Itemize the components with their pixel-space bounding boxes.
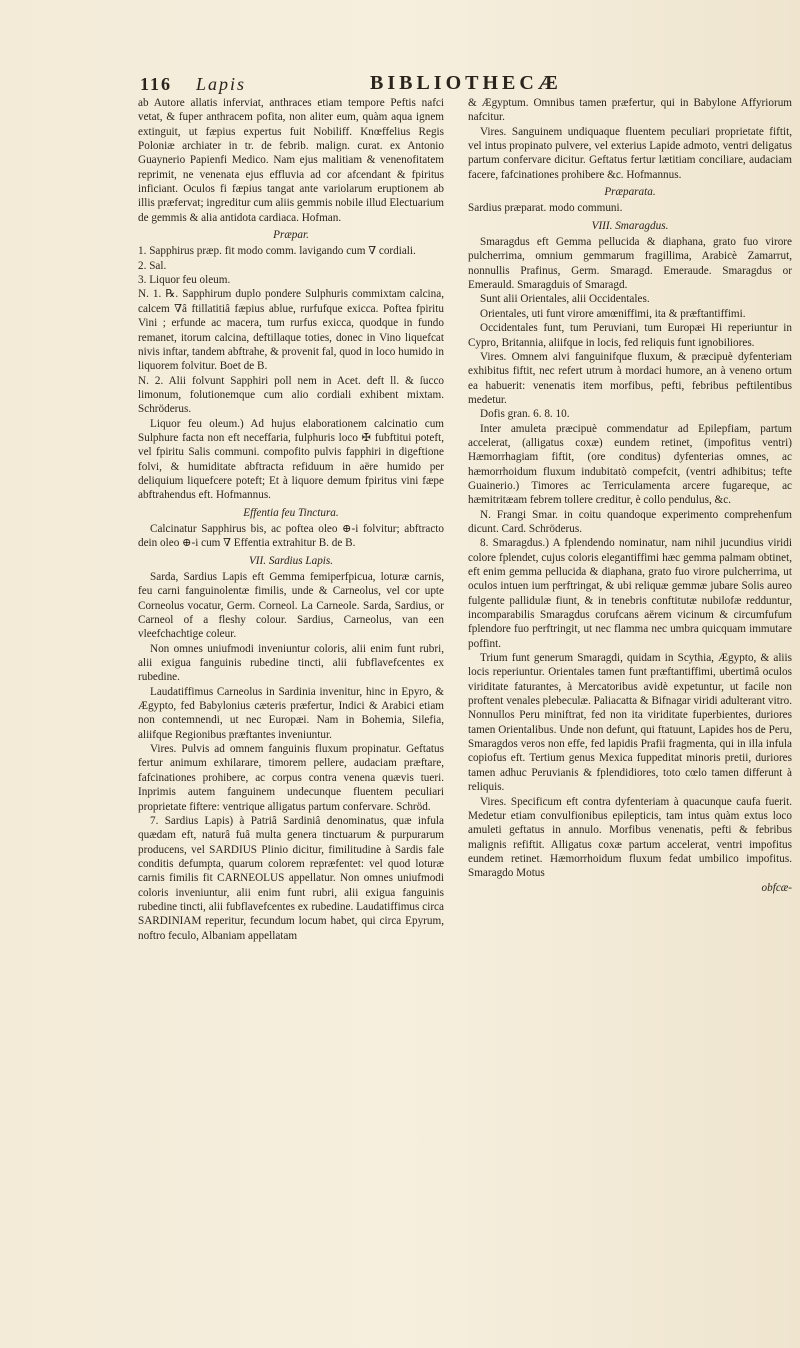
running-head: Lapis xyxy=(196,74,247,94)
page-number: 116 xyxy=(140,74,173,94)
paragraph: 3. Liquor feu oleum. xyxy=(138,274,231,287)
paragraph: Laudatiffimus Carneolus in Sardinia invenitur, hinc in Epyro, & Ægypto, fed Babylonius cæteris præfertur, Indici & Arabici etiam non contemnendi, ut nec Europæi. Nam in Bohemia, Silefia, aliifque Regionibus præftantes inveniuntur. xyxy=(138,685,444,741)
section-title: BIBLIOTHECÆ xyxy=(370,72,562,94)
paragraph: 1. Sapphirus præp. fit modo comm. lavigando cum ∇ cordiali. xyxy=(138,245,416,258)
paragraph: Sarda, Sardius Lapis eft Gemma femiperfpicua, loturæ carnis, feu carni fanguinolentæ fimilis, unde & Carneolus, vel cor upte Corneolus vocatur, Germ. Corneol. La Carneole. Sarda, Sardius, or Carneol of a fleshy colour. Sardius, Carneolus, van een vleefchachtige coleur. xyxy=(138,571,444,641)
paragraph: Liquor feu oleum.) Ad hujus elaborationem calcinatio cum Sulphure facta non eft neceffaria, fulphuris loco ✠ fubftitui poteft, vel fpiritu Salis communi. compofito pulvis fapphiri in digeftione folvi, & humiditate abftracta refiduum in aëre humido per deliquium liquefcere poteft; Et à liquore demum fpiritus vini fæpe abftrahendus eft. Hofmannus. xyxy=(138,417,444,502)
paragraph: Trium funt generum Smaragdi, quidam in Scythia, Ægypto, & aliis locis reperiuntur. Orientales tamen funt præftantiffimi, ubertimâ oculos viriditate faturantes, à Mercatoribus avidè expetuntur, ut facile non proftent venales plebeculæ. Paliacatta & Bifnagar viridi adulterant vitro. Nonnullos Peru miniftrat, fed non ita viriditate fuperbientes, duriores tamen Orientalibus. Unde non defunt, qui ftatuunt, Lapides hos de Peru, Smaragdos veros non effe, fed lapidis Prafii fragmenta, qui in illa infula copiofus eft. Tertium genus Mexica fuppeditat minoris pretii, duriores tamen adhuc Peruvianis & fplendidiores, toto cœlo tamen differunt à reliquis. xyxy=(468,652,792,794)
paragraph: ab Autore allatis inferviat, anthraces etiam tempore Peftis nafci vetat, & fuper anthracem pofita, non aliter eum, quàm aqua ignem extinguit, ut fæpius expertus fuit Nobiliff. Knœffelius Regis Poloniæ archiater in tr. de febrib. malign. curat. ex Antonio Guaynerio Papienfi Medico. Nam ejus malitiam & venenofitatem reprimit, ne venenata ejus effluvia ad cor afcendant & fpiritus inficiant. Oculos fi fæpius tangat ante variolarum eruptionem ab illis præfervat; ingreditur cum aliis gemmis nobile illud Electuarium de gemmis & alia antidota cardiaca. Hofman. xyxy=(138,97,444,224)
catchword: obfcæ- xyxy=(761,881,792,894)
page-header xyxy=(0,72,800,98)
paragraph: N. 1. ℞. Sapphirum duplo pondere Sulphuris commixtam calcina, calcem ∇â ftillatitiâ fæpius ablue, rurfufque exicca. Poftea fpiritu Vini ; erfunde ac macera, tum rurfus exicca, quodque in fundo remanet, itorum calcina, deftillaque toties, donec in Vino liquefcat nivis inftar, tandem abftrahe, & provenit fal, quod in loco humido in liquorem folvitur. Boet de B. xyxy=(138,288,444,373)
paragraph: & Ægyptum. Omnibus tamen præfertur, qui in Babylone Affyriorum nafcitur. xyxy=(468,97,792,124)
section-heading: VIII. Smaragdus. xyxy=(591,219,669,232)
paragraph: Vires. Sanguinem undiquaque fluentem peculiari proprietate fiftit, vel intus propinato pulvere, vel exterius Lapide admoto, ventri deligatus partum confervare dicitur. Geftatus fertur lætitiam conciliare, audaciam facere, fafcinationes prohibere &c. Hofmannus. xyxy=(468,125,792,181)
paragraph: Sunt alii Orientales, alii Occidentales. xyxy=(480,293,650,306)
paragraph: Orientales, uti funt virore amœniffimi, ita & præftantiffimi. xyxy=(480,307,746,320)
paragraph: 7. Sardius Lapis) à Patriâ Sardiniâ denominatus, quæ infula quædam eft, naturâ fuâ multa genera tinctuarum & purpurarum producens, vel SARDIUS Plinio dicitur, fimilitudine à Sardis fale conditis defumpta, quarum colorem repræfentet: vel quod loturæ carnis fimilis fit CARNEOLUS appellatur. Non omnes uniufmodi coloris inveniuntur, alii enim funt rubri, alii exigua fanguinis rubedine tincti, alii fubflavefcentes ex rubedine. Laudatiffimus circa SARDINIAM reperitur, fecundum locum habet, qui circa Epyrum, noftro feculo, Albaniam appellatam xyxy=(138,814,444,942)
paragraph: Dofis gran. 6. 8. 10. xyxy=(480,408,570,421)
paragraph: Vires. Pulvis ad omnem fanguinis fluxum propinatur. Geftatus fertur animum exhilarare, timorem pellere, audaciam præftare, fafcinationes prohibere, ac corpus contra venena quævis tueri. Inprimis autem fanguinem undecunque fluentem peculiari proprietate fiftere: ventrique alligatus partum confervare. Schröd. xyxy=(138,743,444,813)
section-heading: Præpar. xyxy=(273,229,309,242)
paragraph: Non omnes uniufmodi inveniuntur coloris, alii enim funt rubri, alii exigua fanguinis rubedine tincti, alii fubflavefcentes ex rubedine. xyxy=(138,642,444,684)
paragraph: Sardius præparat. modo communi. xyxy=(468,202,623,215)
paragraph: Vires. Omnem alvi fanguinifque fluxum, & præcipuè dyfenteriam exhibitus fiftit, nec refert utrum à mordaci humore, an à veneno ortum ea habuerit: venenatis item morfibus, pefti, febribus peftilentibus medetur. xyxy=(468,350,792,406)
paragraph: 2. Sal. xyxy=(138,259,167,272)
paragraph: Inter amuleta præcipuè commendatur ad Epilepfiam, partum accelerat, (alligatus coxæ) eundem retinet, (impofitus ventri) Hæmorrhagiam fiftit, (ore conditus) dyfenterias omnes, ac hæmorrhoidum fluxum indubitatò compefcit, (ventri adhibitus; tefte Guainerio.) Timores ac Terriculamenta arcere fugareque, ac hæmitritæam febrem tollere creditur, è collo pendulus, &c. xyxy=(468,422,792,507)
left-column xyxy=(138,96,444,943)
right-column xyxy=(468,96,792,895)
paragraph: Smaragdus eft Gemma pellucida & diaphana, grato fuo virore pulcherrima, omnium gemmarum fragillima, Arabicè Zamarrut, nonnullis Prafinus, Germ. Smaragd. Emeraude. Smaragdus or Emerauld. Smaragduis of Smaragd. xyxy=(468,236,792,292)
paragraph: Vires. Specificum eft contra dyfenteriam à quacunque caufa fuerit. Medetur etiam convulfionibus epilepticis, tam intus quàm extus loco amuleti geftatus in annulo. Morfibus venenatis, pefti & febribus malignis refiftit. Alligatus coxæ partum accelerat, ventri impofitus eundem retinet. Hæmorrhoidum fluxum fedat umbilico impofitus. Smaragdo Motus xyxy=(468,795,792,880)
section-heading: Effentia feu Tinctura. xyxy=(243,506,339,519)
paragraph: N. 2. Alii folvunt Sapphiri poll nem in Acet. deft ll. & ſucco limonum, folutionemque cum alio cordiali exhibent mixtam. Schröderus. xyxy=(138,374,444,416)
paragraph: Calcinatur Sapphirus bis, ac poftea oleo ⊕-i folvitur; abftracto dein oleo ⊕-i cum ∇ Effentia extrahitur B. de B. xyxy=(138,522,444,550)
section-heading: VII. Sardius Lapis. xyxy=(248,554,334,567)
paragraph: N. Frangi Smar. in coitu quandoque experimento comprehenfum dicunt. Card. Schröderus. xyxy=(468,508,792,535)
paragraph: 8. Smaragdus.) A fplendendo nominatur, nam nihil jucundius viridi colore fplendet, cujus coloris elegantiffimi hæc gemma palmam obtinet, eft enim gemma pellucida & diaphana, grato fuo virore pulcherrima, ut oculos intuen ium perftringat, & ubi reliquæ gemmæ jubare Solis aureo fulgente pallidulæ fiunt, & in tenebris conftitutæ nubilofæ redduntur, incomparabilis Smaragdus corufcans aërem vicinum & circumfufum fplendore fuo perftringit, ut nec flamma nec umbra quicquam immutare poffint. xyxy=(468,537,792,650)
paragraph: Occidentales funt, tum Peruviani, tum Europæi Hi reperiuntur in Cypro, Britannia, aliifque in locis, fed reliquis funt ignobiliores. xyxy=(468,322,792,349)
section-heading: Præparata. xyxy=(604,186,656,199)
